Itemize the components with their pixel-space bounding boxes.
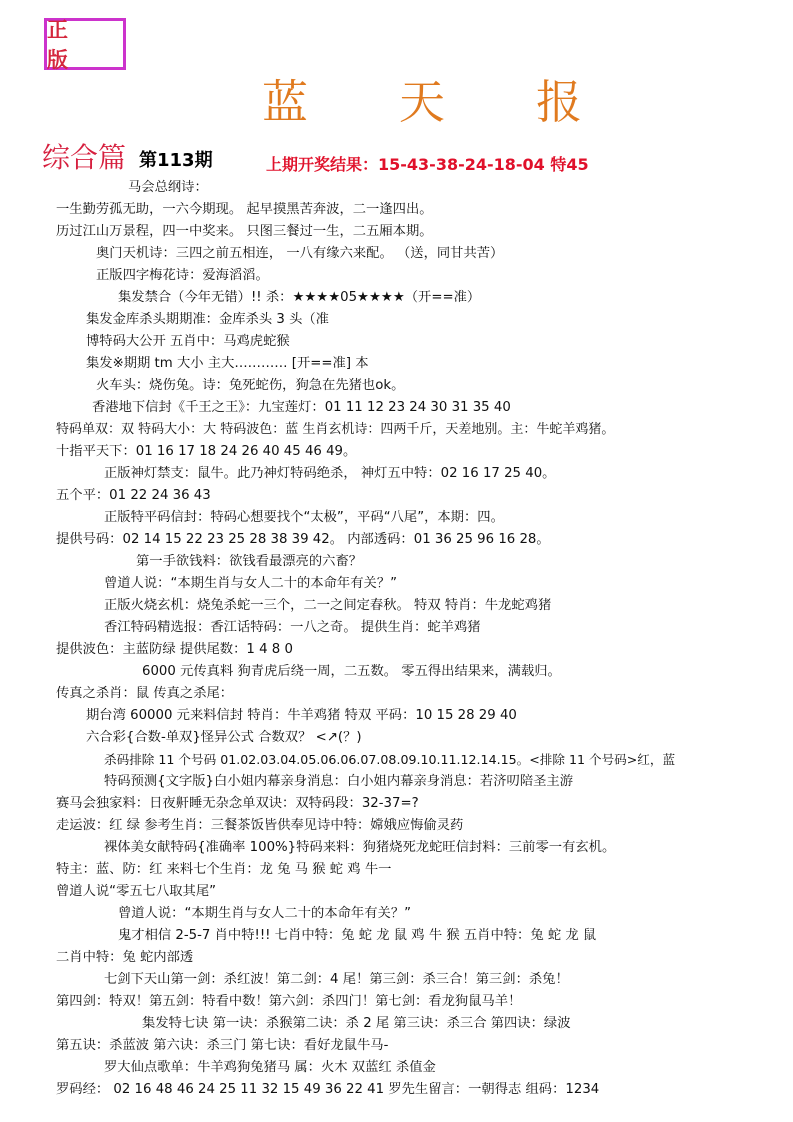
masthead-char: 天 [399, 75, 445, 129]
text-line: 一生勤劳孤无助，一六今期现。 起早摸黑苦奔波，二一逢四出。 [56, 202, 433, 217]
text-line: 提供波色：主蓝防绿 提供尾数：1 4 8 0 [56, 642, 293, 657]
text-line: 第四剑：特双！第五剑：特看中数！第六剑：杀四门！第七剑：看龙狗鼠马羊！ [56, 994, 522, 1009]
last-draw-result: 上期开奖结果：15-43-38-24-18-04 特45 [266, 155, 589, 174]
text-line: 正版四字梅花诗：爱海滔滔。 [96, 268, 269, 283]
text-line: 赛马会独家料：日夜鼾睡无杂念单双诀：双特码段：32-37=? [56, 796, 419, 811]
text-line: 正版火烧玄机：烧兔杀蛇一三个，二一之间定春秋。 特双 特肖：牛龙蛇鸡猪 [104, 598, 552, 613]
text-line: 第一手欲钱料：欲钱看最漂亮的六畜？ [136, 554, 363, 569]
text-line: 历过江山万景程，四一中奖来。 只图三餐过一生，二五厢本期。 [56, 224, 433, 239]
text-line: 火车头：烧伤兔。诗：兔死蛇伤，狗急在先猪也ok。 [96, 378, 405, 393]
text-line: 特主：蓝、防：红 来料七个生肖：龙 兔 马 猴 蛇 鸡 牛一 [56, 862, 392, 877]
text-line: 曾道人说：“本期生肖与女人二十的本命年有关？” [118, 906, 412, 921]
text-line: 正版神灯禁支：鼠牛。此乃神灯特码绝杀， 神灯五中特：02 16 17 25 40。 [104, 466, 556, 481]
masthead-char: 报 [536, 75, 582, 129]
text-line: 传真之杀肖：鼠 传真之杀尾： [56, 686, 234, 701]
text-line: 6000 元传真料 狗青虎后绕一周，二五数。 零五得出结果来，满载归。 [142, 664, 561, 679]
text-line: 第五诀：杀蓝波 第六诀：杀三门 第七诀：看好龙鼠牛马- [56, 1038, 389, 1053]
masthead-char: 蓝 [262, 75, 308, 129]
text-line: 集发禁合（今年无错）!! 杀：★★★★05★★★★（开==准） [118, 290, 481, 305]
text-line: 二肖中特：兔 蛇内部透 [56, 950, 194, 965]
issue-number: 第113期 [139, 150, 213, 171]
text-line: 提供号码：02 14 15 22 23 25 28 38 39 42。 内部透码：01 36 25 96 16 28。 [56, 532, 550, 547]
text-line: 集发金库杀头期期准：金库杀头 3 头（准 [86, 312, 329, 327]
section-title: 综合篇 [42, 141, 127, 174]
text-line: 正版特平码信封：特码心想要找个“太极”，平码“八尾”，本期：四。 [104, 510, 504, 525]
text-line: 博特码大公开 五肖中：马鸡虎蛇猴 [86, 334, 290, 349]
text-line: 杀码排除 11 个号码 01.02.03.04.05.06.06.07.08.09.10.11.12.14.15。<排除 11 个号码>红，蓝 [104, 752, 676, 767]
text-line: 奥门天机诗：三四之前五相连， 一八有缘六来配。 （送，同甘共苦） [96, 246, 504, 261]
text-line: 特码单双：双 特码大小：大 特码波色：蓝 生肖玄机诗：四两千斤，天差地别。主：牛蛇羊鸡猪。 [56, 422, 615, 437]
text-line: 七剑下天山第一剑：杀红波！第二剑：4 尾！第三剑：杀三合！第三剑：杀兔！ [104, 972, 569, 987]
text-line: 罗大仙点歌单：牛羊鸡狗兔猪马 属：火木 双蓝红 杀值金 [104, 1060, 436, 1075]
text-line: 十指平天下：01 16 17 18 24 26 40 45 46 49。 [56, 444, 357, 459]
authentic-stamp: 正 版 [44, 18, 126, 70]
text-line: 走运波：红 绿 参考生肖：三餐茶饭皆供奉见诗中特：嫦娥应悔偷灵药 [56, 818, 464, 833]
text-line: 裸体美女献特码{准确率 100%}特码来料：狗猪烧死龙蛇旺信封料：三前零一有玄机。 [104, 840, 616, 855]
text-line: 曾道人说：“本期生肖与女人二十的本命年有关？” [104, 576, 398, 591]
text-line: 集发※期期 tm 大小 主大………… [开==准] 本 [86, 356, 369, 371]
text-line: 曾道人说“零五七八取其尾” [56, 884, 217, 899]
text-line: 期台湾 60000 元来料信封 特肖：牛羊鸡猪 特双 平码：10 15 28 29 40 [86, 708, 517, 723]
text-line: 六合彩{合数-单双}怪异公式 合数双？ <↗(？) [86, 730, 362, 745]
text-line: 马会总纲诗： [128, 180, 208, 195]
text-line: 五个平：01 22 24 36 43 [56, 488, 211, 503]
text-line: 集发特七诀 第一诀：杀猴第二诀：杀 2 尾 第三诀：杀三合 第四诀：绿波 [142, 1016, 571, 1031]
masthead-title [262, 66, 582, 132]
text-line: 罗码经： 02 16 48 46 24 25 11 32 15 49 36 22 41 罗先生留言：一朝得志 组码：1234 [56, 1082, 600, 1097]
text-line: 香江特码精选报：香江话特码：一八之奇。 提供生肖：蛇羊鸡猪 [104, 620, 481, 635]
text-line: 香港地下信封《千王之王》：九宝莲灯：01 11 12 23 24 30 31 35 40 [92, 400, 511, 415]
text-line: 鬼才相信 2-5-7 肖中特!!! 七肖中特：兔 蛇 龙 鼠 鸡 牛 猴 五肖中特：兔 蛇 龙 鼠 [118, 928, 597, 943]
text-line: 特码预测{文字版}白小姐内幕亲身消息：白小姐内幕亲身消息：若济叨陪圣主游 [104, 774, 574, 789]
